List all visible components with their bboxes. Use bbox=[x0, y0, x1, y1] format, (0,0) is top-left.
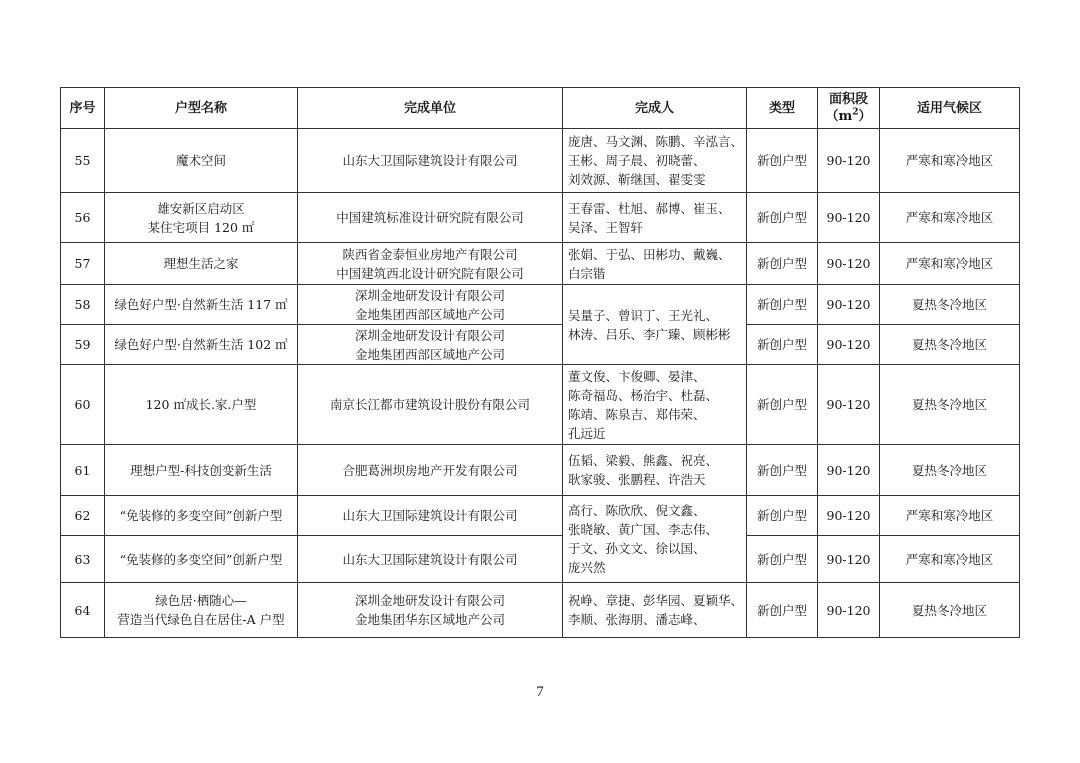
row-no: 55 bbox=[61, 129, 105, 193]
row-unit-line: 中国建筑西北设计研究院有限公司 bbox=[336, 265, 524, 281]
table-row bbox=[61, 325, 1020, 365]
row-name-line: 绿色好户型·自然新生活 117 ㎡ bbox=[114, 297, 288, 312]
row-people bbox=[563, 243, 747, 285]
row-people-line: 李顺、张海朋、潘志峰、 bbox=[568, 612, 706, 627]
row-unit-line: 山东大卫国际建筑设计有限公司 bbox=[342, 153, 518, 168]
header-name: 户型名称 bbox=[105, 88, 298, 129]
row-area: 90-120 bbox=[818, 285, 880, 325]
row-people-line: 白宗锴 bbox=[568, 265, 606, 281]
row-name-line: 120 ㎡成长.家.户型 bbox=[145, 397, 257, 412]
row-area: 90-120 bbox=[818, 193, 880, 243]
row-people-line: 王春雷、杜旭、郝博、崔玉、 bbox=[568, 200, 731, 216]
table-row bbox=[61, 365, 1020, 445]
row-people-line: 刘效源、靳继国、翟雯雯 bbox=[568, 172, 706, 187]
row-name-line: 理想生活之家 bbox=[163, 256, 239, 271]
row-climate: 严寒和寒冷地区 bbox=[880, 243, 1020, 285]
row-name bbox=[105, 445, 298, 496]
row-no: 63 bbox=[61, 536, 105, 583]
row-name-line: 某住宅项目 120 ㎡ bbox=[147, 219, 255, 235]
row-area: 90-120 bbox=[818, 365, 880, 445]
row-people-shared-line: 吴量子、曾识丁、王光礼、 bbox=[568, 307, 719, 323]
row-unit-line: 金地集团华东区域地产公司 bbox=[354, 612, 505, 627]
row-area: 90-120 bbox=[818, 243, 880, 285]
row-people bbox=[563, 193, 747, 243]
row-area: 90-120 bbox=[818, 445, 880, 496]
row-name-line: 魔术空间 bbox=[175, 153, 226, 168]
row-name-line: 绿色居·栖随心— bbox=[155, 593, 247, 608]
row-people-line: 董文俊、卞俊卿、晏津、 bbox=[568, 368, 706, 384]
row-climate: 严寒和寒冷地区 bbox=[880, 496, 1020, 536]
table-row bbox=[61, 129, 1020, 193]
row-name-line: 营造当代绿色自在居住-A 户型 bbox=[117, 612, 285, 627]
row-unit-line: 深圳金地研发设计有限公司 bbox=[354, 287, 505, 303]
row-people-line: 伍韬、梁毅、熊鑫、祝亮、 bbox=[568, 453, 719, 468]
table-row bbox=[61, 536, 1020, 583]
row-people-shared bbox=[563, 285, 747, 365]
row-type: 新创户型 bbox=[747, 129, 818, 193]
row-unit bbox=[298, 243, 563, 285]
row-people-shared-line: 高行、陈欣欣、倪文鑫、 bbox=[568, 503, 706, 518]
row-name bbox=[105, 325, 298, 365]
row-no: 56 bbox=[61, 193, 105, 243]
header-unit: 完成单位 bbox=[298, 88, 563, 129]
row-people-shared bbox=[563, 496, 747, 583]
row-people-shared-line: 张晓敏、黄广国、李志伟、 bbox=[568, 522, 719, 537]
table-row bbox=[61, 496, 1020, 536]
row-area: 90-120 bbox=[818, 129, 880, 193]
row-no: 59 bbox=[61, 325, 105, 365]
row-climate: 严寒和寒冷地区 bbox=[880, 193, 1020, 243]
row-climate: 夏热冬冷地区 bbox=[880, 445, 1020, 496]
row-name-line: 雄安新区启动区 bbox=[157, 200, 245, 216]
row-people-line: 庞唐、马文渊、陈鹏、辛泓言、 bbox=[568, 134, 744, 149]
awards-table bbox=[60, 87, 1020, 638]
row-type: 新创户型 bbox=[747, 365, 818, 445]
row-climate: 夏热冬冷地区 bbox=[880, 365, 1020, 445]
row-unit bbox=[298, 193, 563, 243]
row-people-shared-line: 庞兴然 bbox=[568, 560, 606, 575]
header-climate: 适用气候区 bbox=[880, 88, 1020, 129]
row-type: 新创户型 bbox=[747, 536, 818, 583]
row-people-line: 张娟、于弘、田彬功、戴巍、 bbox=[568, 246, 731, 262]
row-no: 58 bbox=[61, 285, 105, 325]
row-people-line: 孔远近 bbox=[568, 425, 606, 441]
header-no: 序号 bbox=[61, 88, 105, 129]
row-no: 61 bbox=[61, 445, 105, 496]
row-type: 新创户型 bbox=[747, 193, 818, 243]
row-unit bbox=[298, 129, 563, 193]
row-people bbox=[563, 129, 747, 193]
row-unit-line: 金地集团西部区域地产公司 bbox=[354, 306, 505, 322]
row-unit bbox=[298, 536, 563, 583]
row-area: 90-120 bbox=[818, 583, 880, 638]
table-row bbox=[61, 193, 1020, 243]
row-name bbox=[105, 496, 298, 536]
row-name bbox=[105, 365, 298, 445]
row-climate: 夏热冬冷地区 bbox=[880, 583, 1020, 638]
row-type: 新创户型 bbox=[747, 583, 818, 638]
row-area: 90-120 bbox=[818, 325, 880, 365]
row-people-line: 吴泽、王智轩 bbox=[568, 219, 644, 235]
row-unit-line: 中国建筑标准设计研究院有限公司 bbox=[336, 210, 524, 225]
row-people bbox=[563, 365, 747, 445]
row-unit-line: 山东大卫国际建筑设计有限公司 bbox=[342, 551, 518, 567]
row-unit-line: 陕西省金泰恒业房地产有限公司 bbox=[342, 246, 518, 262]
header-area-line2: $(m^2)$ bbox=[825, 107, 872, 124]
row-people-line: 耿家骏、张鹏程、许浩天 bbox=[568, 472, 706, 487]
row-unit bbox=[298, 496, 563, 536]
table-row bbox=[61, 243, 1020, 285]
row-type: 新创户型 bbox=[747, 496, 818, 536]
row-type: 新创户型 bbox=[747, 445, 818, 496]
row-type: 新创户型 bbox=[747, 285, 818, 325]
row-unit-line: 深圳金地研发设计有限公司 bbox=[354, 593, 505, 608]
row-unit-line: 深圳金地研发设计有限公司 bbox=[354, 327, 505, 343]
row-name bbox=[105, 193, 298, 243]
row-climate: 夏热冬冷地区 bbox=[880, 325, 1020, 365]
row-name-line: 理想户型-科技创变新生活 bbox=[130, 462, 272, 478]
row-area: 90-120 bbox=[818, 536, 880, 583]
row-climate: 严寒和寒冷地区 bbox=[880, 129, 1020, 193]
row-area: 90-120 bbox=[818, 496, 880, 536]
header-row bbox=[61, 88, 1020, 129]
row-people-line: 祝峥、章捷、彭华园、夏颖华、 bbox=[568, 593, 744, 608]
row-unit-line: 合肥葛洲坝房地产开发有限公司 bbox=[342, 462, 518, 478]
row-name bbox=[105, 129, 298, 193]
row-unit-line: 金地集团西部区域地产公司 bbox=[354, 346, 505, 362]
row-climate: 严寒和寒冷地区 bbox=[880, 536, 1020, 583]
row-people-shared-line: 于文、孙文文、徐以国、 bbox=[568, 541, 706, 556]
table-row bbox=[61, 285, 1020, 325]
row-unit bbox=[298, 445, 563, 496]
row-no: 62 bbox=[61, 496, 105, 536]
header-area bbox=[818, 88, 880, 129]
header-type: 类型 bbox=[747, 88, 818, 129]
header-area-line1: 面积段 bbox=[828, 92, 868, 107]
row-people-shared-line: 林涛、吕乐、李广臻、顾彬彬 bbox=[568, 326, 731, 342]
table-row bbox=[61, 445, 1020, 496]
table-row bbox=[61, 583, 1020, 638]
row-unit-line: 山东大卫国际建筑设计有限公司 bbox=[342, 508, 518, 523]
row-unit bbox=[298, 365, 563, 445]
page-number: 7 bbox=[536, 684, 544, 700]
row-no: 64 bbox=[61, 583, 105, 638]
row-people-line: 王彬、周子晨、初晓蕾、 bbox=[568, 153, 706, 168]
row-people bbox=[563, 445, 747, 496]
row-unit bbox=[298, 325, 563, 365]
row-unit bbox=[298, 583, 563, 638]
row-name bbox=[105, 536, 298, 583]
row-name-line: “免装修的多变空间”创新户型 bbox=[119, 551, 283, 567]
row-people-line: 陈奇福岛、杨治宇、杜磊、 bbox=[568, 387, 719, 403]
row-type: 新创户型 bbox=[747, 243, 818, 285]
row-people-line: 陈靖、陈泉吉、郑伟荣、 bbox=[568, 406, 706, 422]
row-name bbox=[105, 243, 298, 285]
row-name-line: “免装修的多变空间”创新户型 bbox=[119, 508, 283, 523]
row-type: 新创户型 bbox=[747, 325, 818, 365]
row-no: 60 bbox=[61, 365, 105, 445]
row-climate: 夏热冬冷地区 bbox=[880, 285, 1020, 325]
row-unit-line: 南京长江都市建筑设计股份有限公司 bbox=[329, 397, 530, 412]
row-name bbox=[105, 285, 298, 325]
row-unit bbox=[298, 285, 563, 325]
row-no: 57 bbox=[61, 243, 105, 285]
header-people: 完成人 bbox=[563, 88, 747, 129]
row-people bbox=[563, 583, 747, 638]
row-name bbox=[105, 583, 298, 638]
row-name-line: 绿色好户型·自然新生活 102 ㎡ bbox=[114, 337, 288, 352]
